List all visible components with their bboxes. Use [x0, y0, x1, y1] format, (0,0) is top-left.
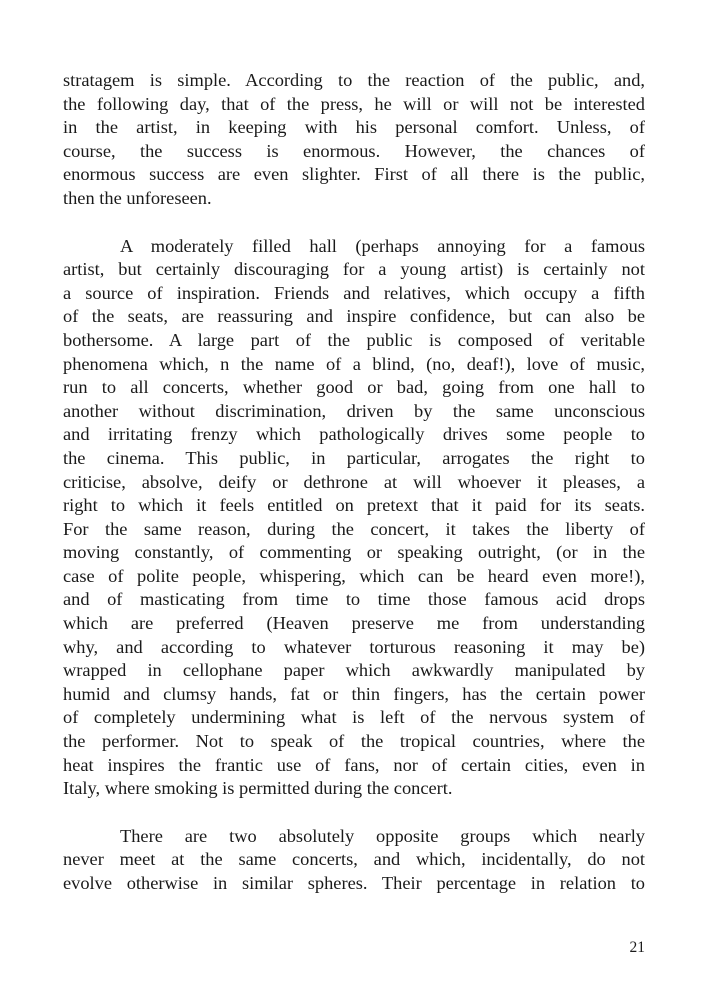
text-line: phenomena which, n the name of a blind, (no, deaf!), love of music,: [63, 353, 645, 374]
paragraph: [63, 69, 645, 211]
text-line: the cinema. This public, in particular, arrogates the right to: [63, 447, 645, 468]
text-line: and of masticating from time to time those famous acid drops: [63, 589, 645, 610]
text-line: course, the success is enormous. However, the chances of: [63, 140, 645, 161]
text-line: right to which it feels entitled on pretext that it paid for its seats.: [63, 495, 645, 516]
text-line: bothersome. A large part of the public is composed of veritable: [63, 329, 645, 350]
text-line: the performer. Not to speak of the tropical countries, where the: [63, 731, 645, 752]
text-line: evolve otherwise in similar spheres. Their percentage in relation to: [63, 873, 645, 893]
text-line: enormous success are even slighter. First of all there is the public,: [63, 164, 645, 185]
text-line: which are preferred (Heaven preserve me from understanding: [63, 613, 645, 634]
text-line: a source of inspiration. Friends and relatives, which occupy a fifth: [63, 282, 645, 303]
paragraph: [63, 235, 645, 801]
text-line: in the artist, in keeping with his personal comfort. Unless, of: [63, 117, 645, 138]
text-line: never meet at the same concerts, and which, incidentally, do not: [63, 849, 645, 870]
text-line: artist, but certainly discouraging for a young artist) is certainly not: [63, 259, 645, 280]
text-line: criticise, absolve, deify or dethrone at will whoever it pleases, a: [63, 471, 645, 492]
text-line: Italy, where smoking is permitted during the concert.: [63, 778, 453, 799]
text-line: wrapped in cellophane paper which awkwardly manipulated by: [63, 660, 645, 681]
text-line: and irritating frenzy which pathologically drives some people to: [63, 424, 645, 445]
text-line: stratagem is simple. According to the reaction of the public, and,: [63, 70, 645, 90]
text-line: humid and clumsy hands, fat or thin fingers, has the certain power: [63, 683, 645, 704]
text-line: of the seats, are reassuring and inspire confidence, but can also be: [63, 306, 645, 327]
text-line: another without discrimination, driven by the same unconscious: [63, 400, 645, 421]
text-line: A moderately filled hall (perhaps annoying for a famous: [120, 235, 645, 256]
paragraph: [63, 825, 645, 896]
text-line: There are two absolutely opposite groups which nearly: [120, 825, 645, 846]
text-line: run to all concerts, whether good or bad, going from one hall to: [63, 377, 645, 398]
text-line: why, and according to whatever torturous reasoning it may be): [63, 636, 645, 657]
page-number: 21: [629, 939, 645, 956]
text-line: of completely undermining what is left of the nervous system of: [63, 707, 645, 728]
text-line: then the unforeseen.: [63, 187, 212, 208]
text-line: moving constantly, of commenting or speaking outright, (or in the: [63, 542, 645, 563]
body-text: [63, 69, 645, 896]
text-line: the following day, that of the press, he will or will not be interested: [63, 93, 645, 114]
text-line: heat inspires the frantic use of fans, nor of certain cities, even in: [63, 754, 645, 775]
text-line: For the same reason, during the concert, it takes the liberty of: [63, 518, 645, 539]
text-line: case of polite people, whispering, which can be heard even more!),: [63, 565, 645, 586]
